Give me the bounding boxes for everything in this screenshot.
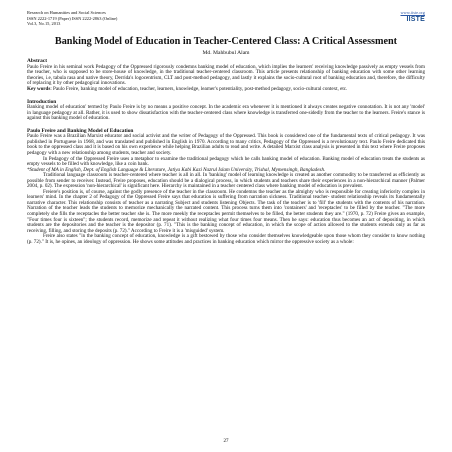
paper-title: Banking Model of Education in Teacher-Centered Class: A Critical Assessment (54, 36, 398, 47)
section-paragraph-3: Traditional language classroom is teacher-centered where teacher is all in all. In 'banking' model of learning knowledge is created as another commodity to be transferred as efficiently as possible from sender to receiver. Instead, Freire proposes, education should be a dialogical process, in which students and teachers share their experiences in a non-hierarchical manner (Palmer 2004, p. 02). The expression 'non-hierarchical' is significant here. Hierarchy is maintained in a teacher centered class where banking model of education is prevalent. (27, 172, 425, 190)
journal-volume: Vol.3, No.15, 2013 (27, 21, 61, 27)
journal-name: Research on Humanities and Social Sciences (27, 10, 106, 15)
section-heading: Paulo Freire and Banking Model of Education (27, 127, 134, 134)
keywords-text: : Paulo Freire, banking model of education, teacher, learners, knowledge, learner's potentiality, post-method pedagogy, socio-cultural context, etc. (50, 85, 348, 92)
journal-info (27, 10, 117, 27)
paper-author: Md. Mahbubul Alam (202, 50, 250, 57)
journal-site-block (400, 10, 425, 23)
journal-issn: ISSN 2222-1719 (Paper) ISSN 2222-2863 (Online) (27, 15, 118, 21)
page-number: 27 (223, 439, 229, 444)
keywords-label: Key words (27, 85, 51, 92)
section-paragraph-2: In Pedagogy of the Oppressed Freire uses a metaphor to examine the traditional pedagogy which he calls banking model of education. Banking model of education treats the students as empty vessels to be filled with knowledge, like a coin bank. (27, 155, 425, 168)
section-paragraph-4: Freiere's position is, of course, against the godly presence of the teacher in the classroom. He condemns the teacher as the almighty who is responsible for creating inferiority complex in learners' mind. In the chapter 2 of Pedagogy of the Oppressed Freire says that education is suffering from narration sickness. Traditional teacher- student relationship reveals its fundamentally narrative character. This relationship consists of teacher as a narrating Subject and students listening Objects. The task of the teacher is to 'fill' the students with the contents of his narration. Narration of the teacher leads the students to memorize mechanically the narrated content. This process turns them into 'containers' and 'receptacles' to be filled by the teacher. "The more completely she fills the receptacles the better teacher she is. The more meekly the receptacles permit themselves to be filled, the better students they are." (1970, p. 72) Freire gives an example, "Four times four is sixteen"; the students record, memorize and repeat it without realizing what four times four means. Then he says: education thus becomes an act of depositing, in which students are the depositories and the teacher is the depositor (p. 71). "This is the banking concept of education, in which the scope of action allowed to the students extends only as far as receiving, filling, and storing the deposits (p. 72)." According to Freire it is a 'misguided' system. (27, 188, 425, 234)
author-footnote: *Student of MA in English, Dept. of English Language & Literature, Jatiya Kabi Kazi Nazrul Islam University, Trishal, Mymensingh, Bangladesh. (27, 166, 326, 173)
section-paragraph-1: Paulo Freire was a Brazilian Marxist educator and social activist and the writer of Pedagogy of the Oppressed. This book is considered one of the fundamental texts of critical pedagogy. It was published in Portuguese in 1968, and was translated and published in English in 1970. According to many critics, Pedagogy of the Oppressed is a revolutionary text. Paulo Freire dedicated this book to the oppressed class and it is based on his own experience while helping Brazilian adults to read and write. A detailed Marxist class analysis is presented in this text where Freire proposes pedagogy with a new relationship among students, teacher and society. (27, 133, 425, 156)
abstract-text: Paulo Freire in his seminal work Pedagogy of the Oppressed rigorously condemns banking model of education, which implies the learners' receiving knowledge passively as empty vessels from the teacher, who is supposed to be store-house of knowledge, in the traditional teacher-centered classroom. This article presents relationship of banking education with some other learning theories, i.e, tabula rasa and native theory, Derrida's logocentrism, CLT and post-method pedagogy, and lastly it explains the socio-cultural root of banking education and, therefore, the difficulty of replacing it by other pedagogical innovations. (27, 63, 425, 87)
journal-site-link[interactable]: www.iiste.org (400, 10, 425, 15)
abstract-heading: Abstract (27, 58, 48, 65)
introduction-text: Banking model of education' termed by Paulo Freire is by no means a positive concept. In the academic era whenever it is mentioned it always creates negative connotation. It is not any 'model' in language pedagogy at all. Rather, it is used to show dissatisfaction with the teacher-centered class where knowledge is transferred one-sidedly from the teacher to the learners. Freire's stance is against this banking model of education. (27, 104, 425, 122)
introduction-heading: Introduction (27, 98, 57, 105)
section-paragraph-5: Freire also states "in the banking concept of education, knowledge is a gift bestowed by those who consider themselves knowledgeable upon those whom they consider to know nothing (p. 72)." It is, he opines, an ideology of oppression. He shows some attitudes and practices in banking education which mirror the oppressive society as a whole: (27, 233, 425, 245)
journal-header (27, 10, 425, 34)
iiste-logo: IISTE (406, 15, 425, 23)
